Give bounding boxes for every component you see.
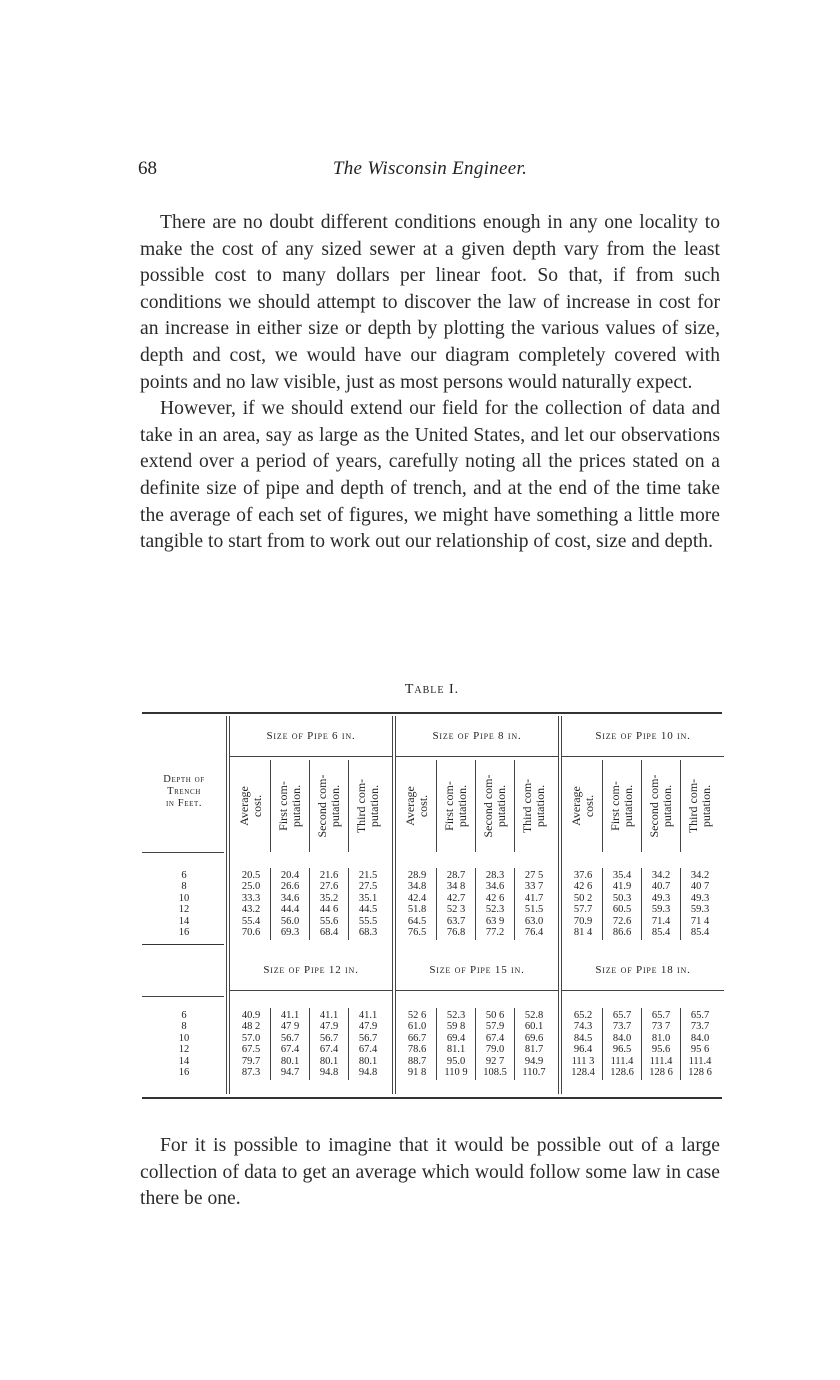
data-column xyxy=(312,870,346,938)
column-divider xyxy=(475,868,476,940)
table-cell: 27.6 xyxy=(319,881,339,893)
depth-values xyxy=(142,1010,226,1078)
table-cell: 55.4 xyxy=(241,915,261,927)
data-column xyxy=(517,1010,551,1078)
table-cell: 21.5 xyxy=(358,870,378,881)
table-cell: 55.6 xyxy=(319,915,339,927)
column-header-text: Third com- putation. xyxy=(686,778,713,834)
table-cell: 65.7 xyxy=(612,1010,632,1021)
table-cell: 128 6 xyxy=(688,1067,712,1079)
column-divider xyxy=(641,760,642,852)
table-title: Table I. xyxy=(404,682,460,697)
table-top-rule xyxy=(142,712,722,714)
data-column xyxy=(439,870,473,938)
table-cell: 47 9 xyxy=(280,1021,300,1033)
table-cell: 81 4 xyxy=(573,927,593,939)
column-divider xyxy=(309,868,310,940)
column-divider xyxy=(475,760,476,852)
table-cell: 64.5 xyxy=(407,915,427,927)
column-divider xyxy=(270,1008,271,1080)
depth-header-line: Depth of xyxy=(163,774,205,785)
table-cell: 34.6 xyxy=(280,892,300,904)
table-cell: 80.1 xyxy=(358,1055,378,1067)
table-cell: 59.3 xyxy=(690,904,710,916)
data-column xyxy=(273,870,307,938)
data-table xyxy=(142,712,722,1102)
table-cell: 74.3 xyxy=(573,1021,593,1033)
table-cell: 52.3 xyxy=(485,904,505,916)
column-divider xyxy=(348,868,349,940)
table-cell: 59 8 xyxy=(446,1021,466,1033)
table-cell: 48 2 xyxy=(241,1021,261,1033)
table-cell: 76.4 xyxy=(524,927,544,939)
column-header-text: First com- putation. xyxy=(442,781,469,831)
group-title-rule xyxy=(230,756,392,757)
section-divider xyxy=(142,944,224,945)
depth-cell: 6 xyxy=(181,870,187,881)
group-divider xyxy=(395,716,396,1094)
section-rule xyxy=(142,852,224,853)
table-cell: 52 3 xyxy=(446,904,466,916)
table-cell: 128 6 xyxy=(649,1067,673,1079)
depth-cell: 8 xyxy=(181,881,187,893)
table-cell: 78.6 xyxy=(407,1044,427,1056)
column-header xyxy=(400,760,434,852)
table-cell: 67.4 xyxy=(280,1044,300,1056)
table-cell: 110.7 xyxy=(522,1067,546,1079)
group-title: Size of Pipe 6 in. xyxy=(266,730,356,742)
table-cell: 34.2 xyxy=(651,870,671,881)
table-cell: 77.2 xyxy=(485,927,505,939)
table-cell: 92 7 xyxy=(485,1055,505,1067)
column-header xyxy=(517,760,551,852)
table-cell: 63.7 xyxy=(446,915,466,927)
table-cell: 33.3 xyxy=(241,892,261,904)
table-cell: 50.3 xyxy=(612,892,632,904)
depth-cell: 16 xyxy=(178,927,190,939)
table-cell: 76.8 xyxy=(446,927,466,939)
table-cell: 27.5 xyxy=(358,881,378,893)
column-divider xyxy=(680,760,681,852)
table-cell: 111.4 xyxy=(649,1055,673,1067)
column-header xyxy=(439,760,473,852)
group-title: Size of Pipe 10 in. xyxy=(595,730,691,742)
section-rule xyxy=(142,996,224,997)
table-cell: 69.6 xyxy=(524,1032,544,1044)
column-header-text: First com- putation. xyxy=(608,781,635,831)
table-cell: 81.7 xyxy=(524,1044,544,1056)
table-cell: 50 6 xyxy=(485,1010,505,1021)
data-column xyxy=(400,870,434,938)
column-header xyxy=(478,760,512,852)
group-title-rule xyxy=(562,990,724,991)
data-column xyxy=(234,1010,268,1078)
column-header-text: Average cost. xyxy=(237,786,264,826)
depth-cell: 10 xyxy=(178,1032,190,1044)
table-cell: 52.3 xyxy=(446,1010,466,1021)
group-divider xyxy=(558,716,559,1094)
depth-cell: 14 xyxy=(178,915,190,927)
table-cell: 84.0 xyxy=(690,1032,710,1044)
table-cell: 67.5 xyxy=(241,1044,261,1056)
table-cell: 71 4 xyxy=(690,915,710,927)
table-cell: 50 2 xyxy=(573,892,593,904)
table-cell: 42.7 xyxy=(446,892,466,904)
table-cell: 28.7 xyxy=(446,870,466,881)
body-text-top xyxy=(140,210,720,556)
table-cell: 68.3 xyxy=(358,927,378,939)
table-cell: 56.7 xyxy=(280,1032,300,1044)
depth-cell: 10 xyxy=(178,892,190,904)
page-number: 68 xyxy=(138,158,157,179)
table-cell: 56.0 xyxy=(280,915,300,927)
table-cell: 68.4 xyxy=(319,927,339,939)
table-cell: 26.6 xyxy=(280,881,300,893)
table-cell: 95 6 xyxy=(690,1044,710,1056)
table-cell: 110 9 xyxy=(444,1067,468,1079)
table-cell: 52.8 xyxy=(524,1010,544,1021)
data-column xyxy=(351,870,385,938)
table-cell: 42 6 xyxy=(573,881,593,893)
table-cell: 88.7 xyxy=(407,1055,427,1067)
column-divider xyxy=(270,868,271,940)
table-cell: 128.6 xyxy=(610,1067,634,1079)
data-column xyxy=(605,870,639,938)
data-column xyxy=(351,1010,385,1078)
table-cell: 71.4 xyxy=(651,915,671,927)
table-cell: 51.5 xyxy=(524,904,544,916)
table-cell: 94.8 xyxy=(319,1067,339,1079)
group-divider xyxy=(561,716,562,1094)
group-title-rule xyxy=(230,990,392,991)
data-column xyxy=(644,870,678,938)
group-divider xyxy=(226,716,227,1094)
table-cell: 35.2 xyxy=(319,892,339,904)
column-header-text: Second com- putation. xyxy=(481,774,508,838)
table-cell: 95.6 xyxy=(651,1044,671,1056)
table-cell: 86.6 xyxy=(612,927,632,939)
group-title-rule xyxy=(562,756,724,757)
table-cell: 91 8 xyxy=(407,1067,427,1079)
table-cell: 108.5 xyxy=(483,1067,507,1079)
table-cell: 42.4 xyxy=(407,892,427,904)
body-text-bottom xyxy=(140,1133,720,1213)
table-cell: 73 7 xyxy=(651,1021,671,1033)
table-cell: 69.4 xyxy=(446,1032,466,1044)
table-cell: 28.9 xyxy=(407,870,427,881)
column-header xyxy=(273,760,307,852)
table-cell: 76.5 xyxy=(407,927,427,939)
table-cell: 59.3 xyxy=(651,904,671,916)
table-cell: 94.7 xyxy=(280,1067,300,1079)
table-cell: 73.7 xyxy=(690,1021,710,1033)
column-header xyxy=(351,760,385,852)
column-divider xyxy=(641,1008,642,1080)
column-header-text: Average cost. xyxy=(403,786,430,826)
table-cell: 96.5 xyxy=(612,1044,632,1056)
table-cell: 79.0 xyxy=(485,1044,505,1056)
page-header xyxy=(138,158,722,188)
column-header xyxy=(234,760,268,852)
table-cell: 41.1 xyxy=(280,1010,300,1021)
column-divider xyxy=(514,760,515,852)
group-divider xyxy=(229,716,230,1094)
table-cell: 67.4 xyxy=(485,1032,505,1044)
column-divider xyxy=(436,1008,437,1080)
data-column xyxy=(273,1010,307,1078)
table-cell: 44 6 xyxy=(319,904,339,916)
depth-cell: 12 xyxy=(178,1044,190,1056)
table-cell: 34 8 xyxy=(446,881,466,893)
table-cell: 43.2 xyxy=(241,904,261,916)
table-cell: 81.0 xyxy=(651,1032,671,1044)
table-cell: 84.5 xyxy=(573,1032,593,1044)
table-cell: 41.9 xyxy=(612,881,632,893)
table-cell: 40.9 xyxy=(241,1010,261,1021)
table-cell: 80.1 xyxy=(280,1055,300,1067)
data-column xyxy=(605,1010,639,1078)
depth-header-line: Trench xyxy=(167,786,201,797)
paragraph: There are no doubt different conditions enough in any one locality to make the cost of any sized sewer at a given depth vary from the least possible cost to many dollars per linear foot. So that, if from such conditions we should attempt to discover the law of increase in cost for an increase in either size or depth by plotting the various values of size, depth and cost, we would have our diagram completely covered with points and no law visible, just as most persons would naturally expect. xyxy=(140,212,720,393)
table-cell: 63 9 xyxy=(485,915,505,927)
table-cell: 44.5 xyxy=(358,904,378,916)
data-column xyxy=(644,1010,678,1078)
table-cell: 41.1 xyxy=(319,1010,339,1021)
column-divider xyxy=(680,1008,681,1080)
data-column xyxy=(683,870,717,938)
group-title: Size of Pipe 12 in. xyxy=(263,964,359,976)
group-title: Size of Pipe 18 in. xyxy=(595,964,691,976)
table-cell: 79.7 xyxy=(241,1055,261,1067)
table-cell: 52 6 xyxy=(407,1010,427,1021)
table-cell: 61.0 xyxy=(407,1021,427,1033)
table-cell: 20.4 xyxy=(280,870,300,881)
table-cell: 128.4 xyxy=(571,1067,595,1079)
column-divider xyxy=(680,868,681,940)
table-cell: 111.4 xyxy=(610,1055,634,1067)
table-cell: 47.9 xyxy=(319,1021,339,1033)
table-cell: 34.8 xyxy=(407,881,427,893)
column-header-text: Average cost. xyxy=(569,786,596,826)
column-divider xyxy=(602,1008,603,1080)
group-divider xyxy=(392,716,393,1094)
table-cell: 35.1 xyxy=(358,892,378,904)
data-column xyxy=(312,1010,346,1078)
table-cell: 57.7 xyxy=(573,904,593,916)
table-cell: 111 3 xyxy=(571,1055,595,1067)
table-cell: 87.3 xyxy=(241,1067,261,1079)
column-header-text: Second com- putation. xyxy=(315,774,342,838)
depth-values xyxy=(142,870,226,938)
column-divider xyxy=(348,1008,349,1080)
data-column xyxy=(478,870,512,938)
table-cell: 85.4 xyxy=(690,927,710,939)
group-title-rule xyxy=(396,756,558,757)
data-column xyxy=(566,870,600,938)
group-title-rule xyxy=(396,990,558,991)
table-cell: 56.7 xyxy=(319,1032,339,1044)
table-cell: 67.4 xyxy=(319,1044,339,1056)
column-header-text: Second com- putation. xyxy=(647,774,674,838)
column-divider xyxy=(514,868,515,940)
table-cell: 65.7 xyxy=(690,1010,710,1021)
column-header xyxy=(566,760,600,852)
table-cell: 65.7 xyxy=(651,1010,671,1021)
table-cell: 63.0 xyxy=(524,915,544,927)
column-divider xyxy=(514,1008,515,1080)
table-cell: 85.4 xyxy=(651,927,671,939)
table-cell: 21.6 xyxy=(319,870,339,881)
table-cell: 56.7 xyxy=(358,1032,378,1044)
depth-header-line: in Feet. xyxy=(165,798,203,809)
depth-cell: 14 xyxy=(178,1055,190,1067)
column-divider xyxy=(475,1008,476,1080)
group-title: Size of Pipe 15 in. xyxy=(429,964,525,976)
table-cell: 80.1 xyxy=(319,1055,339,1067)
table-cell: 95.0 xyxy=(446,1055,466,1067)
table-cell: 34.6 xyxy=(485,881,505,893)
table-cell: 49.3 xyxy=(690,892,710,904)
column-divider xyxy=(309,1008,310,1080)
table-cell: 72.6 xyxy=(612,915,632,927)
table-cell: 60.1 xyxy=(524,1021,544,1033)
column-header xyxy=(683,760,717,852)
table-cell: 49.3 xyxy=(651,892,671,904)
table-cell: 96.4 xyxy=(573,1044,593,1056)
table-cell: 66.7 xyxy=(407,1032,427,1044)
table-cell: 28.3 xyxy=(485,870,505,881)
column-header-text: Third com- putation. xyxy=(520,778,547,834)
table-cell: 67.4 xyxy=(358,1044,378,1056)
column-divider xyxy=(309,760,310,852)
depth-cell: 12 xyxy=(178,904,190,916)
table-cell: 40 7 xyxy=(690,881,710,893)
depth-cell: 6 xyxy=(181,1010,187,1021)
table-cell: 94.9 xyxy=(524,1055,544,1067)
column-divider xyxy=(436,868,437,940)
table-cell: 41.7 xyxy=(524,892,544,904)
data-column xyxy=(234,870,268,938)
table-cell: 44.4 xyxy=(280,904,300,916)
table-cell: 33 7 xyxy=(524,881,544,893)
data-column xyxy=(400,1010,434,1078)
column-divider xyxy=(270,760,271,852)
table-cell: 70.9 xyxy=(573,915,593,927)
group-title: Size of Pipe 8 in. xyxy=(432,730,522,742)
paragraph: For it is possible to imagine that it would be possible out of a large collection of data to get an average which would follow some law in case there be one. xyxy=(140,1135,720,1210)
table-cell: 51.8 xyxy=(407,904,427,916)
data-column xyxy=(439,1010,473,1078)
depth-cell: 8 xyxy=(181,1021,187,1033)
table-cell: 35.4 xyxy=(612,870,632,881)
table-cell: 55.5 xyxy=(358,915,378,927)
table-cell: 27 5 xyxy=(524,870,544,881)
column-divider xyxy=(436,760,437,852)
running-title: The Wisconsin Engineer. xyxy=(332,158,528,179)
table-cell: 57.0 xyxy=(241,1032,261,1044)
data-column xyxy=(683,1010,717,1078)
data-column xyxy=(478,1010,512,1078)
column-header xyxy=(644,760,678,852)
paragraph: However, if we should extend our field for the collection of data and take in an area, say as large as the United States, and let our observations extend over a period of years, carefully noting all the prices stated on a definite size of pipe and depth of trench, and at the end of the time take the average of each set of figures, we might have something a little more tangible to start from to work out our relationship of cost, size and depth. xyxy=(140,398,720,553)
depth-header xyxy=(142,774,226,810)
data-column xyxy=(517,870,551,938)
depth-cell: 16 xyxy=(178,1067,190,1079)
table-cell: 20.5 xyxy=(241,870,261,881)
table-cell: 60.5 xyxy=(612,904,632,916)
table-cell: 37.6 xyxy=(573,870,593,881)
table-cell: 94.8 xyxy=(358,1067,378,1079)
table-bottom-rule xyxy=(142,1097,722,1099)
table-cell: 41.1 xyxy=(358,1010,378,1021)
table-cell: 40.7 xyxy=(651,881,671,893)
table-cell: 81.1 xyxy=(446,1044,466,1056)
table-cell: 111.4 xyxy=(688,1055,712,1067)
column-header-text: Third com- putation. xyxy=(354,778,381,834)
table-cell: 34.2 xyxy=(690,870,710,881)
column-divider xyxy=(348,760,349,852)
column-header xyxy=(605,760,639,852)
table-cell: 42 6 xyxy=(485,892,505,904)
table-cell: 47.9 xyxy=(358,1021,378,1033)
column-header-text: First com- putation. xyxy=(276,781,303,831)
table-cell: 65.2 xyxy=(573,1010,593,1021)
data-column xyxy=(566,1010,600,1078)
table-cell: 25.0 xyxy=(241,881,261,893)
table-cell: 57.9 xyxy=(485,1021,505,1033)
column-divider xyxy=(641,868,642,940)
table-cell: 70.6 xyxy=(241,927,261,939)
table-cell: 84.0 xyxy=(612,1032,632,1044)
column-divider xyxy=(602,760,603,852)
column-header xyxy=(312,760,346,852)
column-divider xyxy=(602,868,603,940)
table-cell: 69.3 xyxy=(280,927,300,939)
table-cell: 73.7 xyxy=(612,1021,632,1033)
